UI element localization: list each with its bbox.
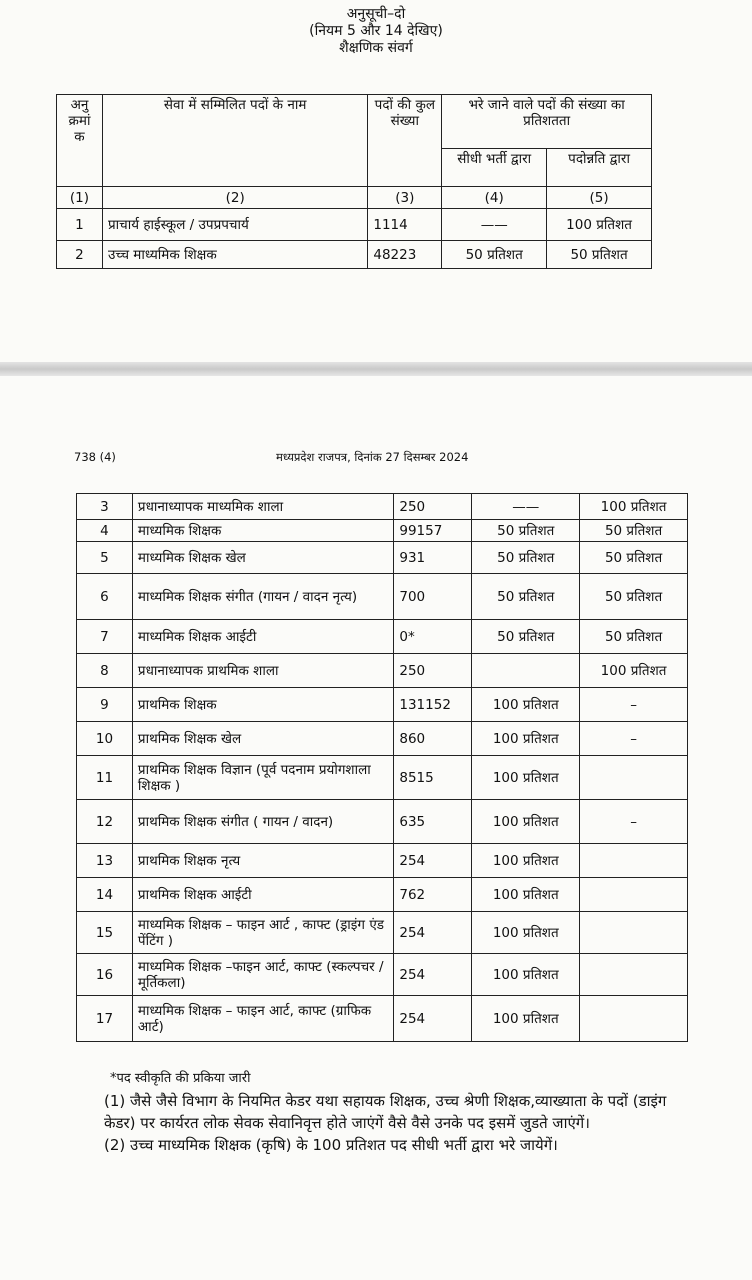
cell-sn: 10: [77, 722, 133, 756]
cell-sn: 8: [77, 654, 133, 688]
header-total-posts: पदों की कुल संख्या: [368, 95, 442, 187]
col-num: (1): [57, 187, 103, 209]
cell-total: 860: [394, 722, 472, 756]
cell-post-name: प्राथमिक शिक्षक विज्ञान (पूर्व पदनाम प्रयोगशाला शिक्षक ): [132, 756, 393, 800]
table-row: [77, 520, 688, 542]
cell-direct: ——: [472, 494, 580, 520]
cell-total: 99157: [394, 520, 472, 542]
cell-sn: 2: [57, 241, 103, 269]
table-row: [77, 722, 688, 756]
table-row: [77, 620, 688, 654]
cell-post-name: प्रधानाध्यापक प्राथमिक शाला: [132, 654, 393, 688]
cell-direct: 100 प्रतिशत: [472, 800, 580, 844]
header-post-names: सेवा में सम्मिलित पदों के नाम: [102, 95, 367, 187]
schedule-heading: [0, 6, 752, 57]
cell-direct: 50 प्रतिशत: [442, 241, 547, 269]
table-row: [77, 844, 688, 878]
table-row: [57, 241, 652, 269]
cell-promotion: 50 प्रतिशत: [580, 574, 688, 620]
header-promotion: पदोन्नति द्वारा: [547, 149, 652, 187]
note-2: (2) उच्च माध्यमिक शिक्षक (कृषि) के 100 प्रतिशत पद सीधी भर्ती द्वारा भरे जायेगें।: [104, 1136, 558, 1154]
cell-promotion: [580, 912, 688, 954]
cell-sn: 14: [77, 878, 133, 912]
cell-sn: 1: [57, 209, 103, 241]
cell-post-name: माध्यमिक शिक्षक – फाइन आर्ट, काफ्ट (ग्राफिक आर्ट): [132, 996, 393, 1042]
cell-total: 254: [394, 996, 472, 1042]
cell-direct: 100 प्रतिशत: [472, 878, 580, 912]
header-direct: सीधी भर्ती द्वारा: [442, 149, 547, 187]
header-filled-percent: भरे जाने वाले पदों की संख्या का प्रतिशतता: [442, 95, 652, 149]
cell-total: 48223: [368, 241, 442, 269]
cell-sn: 5: [77, 542, 133, 574]
cell-sn: 3: [77, 494, 133, 520]
header-serial: अनु क्रमां क: [57, 95, 103, 187]
cell-post-name: प्राथमिक शिक्षक आईटी: [132, 878, 393, 912]
cell-direct: ——: [442, 209, 547, 241]
cell-post-name: माध्यमिक शिक्षक: [132, 520, 393, 542]
table-row: [77, 688, 688, 722]
cell-promotion: –: [580, 688, 688, 722]
page-number: 738 (4): [74, 450, 116, 464]
cell-direct: 50 प्रतिशत: [472, 520, 580, 542]
cell-total: 254: [394, 912, 472, 954]
cell-direct: 50 प्रतिशत: [472, 574, 580, 620]
cell-post-name: माध्यमिक शिक्षक आईटी: [132, 620, 393, 654]
cell-sn: 17: [77, 996, 133, 1042]
note-star: *पद स्वीकृति की प्रकिया जारी: [110, 1071, 251, 1086]
cell-sn: 15: [77, 912, 133, 954]
cell-post-name: प्राथमिक शिक्षक संगीत ( गायन / वादन): [132, 800, 393, 844]
table-row: [77, 878, 688, 912]
cell-total: 0*: [394, 620, 472, 654]
col-num: (4): [442, 187, 547, 209]
cell-sn: 13: [77, 844, 133, 878]
cell-sn: 4: [77, 520, 133, 542]
cadre-table-2: [76, 493, 688, 1042]
table-row: [77, 574, 688, 620]
cell-promotion: 100 प्रतिशत: [547, 209, 652, 241]
notes-section: [104, 1068, 684, 1156]
cell-total: 250: [394, 494, 472, 520]
cell-post-name: प्राथमिक शिक्षक नृत्य: [132, 844, 393, 878]
cell-post-name: प्रधानाध्यापक माध्यमिक शाला: [132, 494, 393, 520]
cell-sn: 9: [77, 688, 133, 722]
page-divider: [0, 362, 752, 376]
cell-promotion: 50 प्रतिशत: [580, 520, 688, 542]
cell-post-name: माध्यमिक शिक्षक – फाइन आर्ट , काफ्ट (ड्राइंग एंड पेंटिंग ): [132, 912, 393, 954]
cell-total: 700: [394, 574, 472, 620]
cell-direct: 100 प्रतिशत: [472, 756, 580, 800]
table-row: [77, 996, 688, 1042]
cell-total: 762: [394, 878, 472, 912]
gazette-title: मध्यप्रदेश राजपत्र, दिनांक 27 दिसम्बर 2024: [276, 450, 469, 464]
col-num: (3): [368, 187, 442, 209]
table-row: [77, 542, 688, 574]
cell-total: 254: [394, 954, 472, 996]
cell-total: 254: [394, 844, 472, 878]
cell-post-name: प्राथमिक शिक्षक: [132, 688, 393, 722]
schedule-subtitle: (नियम 5 और 14 देखिए): [309, 23, 443, 39]
cell-direct: [472, 654, 580, 688]
cell-total: 931: [394, 542, 472, 574]
cell-direct: 100 प्रतिशत: [472, 722, 580, 756]
cell-direct: 100 प्रतिशत: [472, 954, 580, 996]
cell-promotion: –: [580, 800, 688, 844]
cell-post-name: माध्यमिक शिक्षक –फाइन आर्ट, काफ्ट (स्कल्पचर / मूर्तिकला): [132, 954, 393, 996]
cell-sn: 7: [77, 620, 133, 654]
cell-promotion: 50 प्रतिशत: [580, 620, 688, 654]
cadre-table-1: [56, 94, 652, 269]
cell-promotion: [580, 996, 688, 1042]
table-row: [77, 654, 688, 688]
column-number-row: [57, 187, 652, 209]
cell-sn: 12: [77, 800, 133, 844]
note-1: (1) जैसे जैसे विभाग के नियमित केडर यथा सहायक शिक्षक, उच्च श्रेणी शिक्षक,व्याख्याता के पदों (डाइंग केडर) पर कार्यरत लोक सेवक सेवानिवृत्त होते जाएंगें वैसे वैसे उनके पद इसमें जुडते जाएंगें।: [104, 1092, 667, 1132]
cell-post-name: माध्यमिक शिक्षक खेल: [132, 542, 393, 574]
cell-total: 250: [394, 654, 472, 688]
cell-post-name: प्राथमिक शिक्षक खेल: [132, 722, 393, 756]
cell-promotion: –: [580, 722, 688, 756]
cell-post-name: माध्यमिक शिक्षक संगीत (गायन / वादन नृत्य): [132, 574, 393, 620]
cell-promotion: [580, 954, 688, 996]
table-row: [57, 209, 652, 241]
cell-direct: 100 प्रतिशत: [472, 688, 580, 722]
table-row: [77, 494, 688, 520]
cell-total: 8515: [394, 756, 472, 800]
cell-sn: 16: [77, 954, 133, 996]
cell-promotion: [580, 878, 688, 912]
cell-direct: 100 प्रतिशत: [472, 996, 580, 1042]
schedule-cadre: शैक्षणिक संवर्ग: [339, 40, 413, 56]
cell-promotion: [580, 756, 688, 800]
col-num: (5): [547, 187, 652, 209]
col-num: (2): [102, 187, 367, 209]
cell-sn: 6: [77, 574, 133, 620]
table-row: [77, 912, 688, 954]
cell-promotion: 100 प्रतिशत: [580, 654, 688, 688]
cell-direct: 100 प्रतिशत: [472, 844, 580, 878]
cell-promotion: 50 प्रतिशत: [547, 241, 652, 269]
cell-post-name: उच्च माध्यमिक शिक्षक: [102, 241, 367, 269]
schedule-title: अनुसूची–दो: [346, 6, 406, 22]
table-row: [77, 800, 688, 844]
cell-direct: 100 प्रतिशत: [472, 912, 580, 954]
cell-total: 131152: [394, 688, 472, 722]
cell-promotion: [580, 844, 688, 878]
cell-total: 635: [394, 800, 472, 844]
cell-post-name: प्राचार्य हाईस्कूल / उपप्रपचार्य: [102, 209, 367, 241]
cell-direct: 50 प्रतिशत: [472, 542, 580, 574]
cell-promotion: 50 प्रतिशत: [580, 542, 688, 574]
cell-total: 1114: [368, 209, 442, 241]
table-row: [77, 756, 688, 800]
cell-sn: 11: [77, 756, 133, 800]
cell-direct: 50 प्रतिशत: [472, 620, 580, 654]
cell-promotion: 100 प्रतिशत: [580, 494, 688, 520]
table-row: [77, 954, 688, 996]
